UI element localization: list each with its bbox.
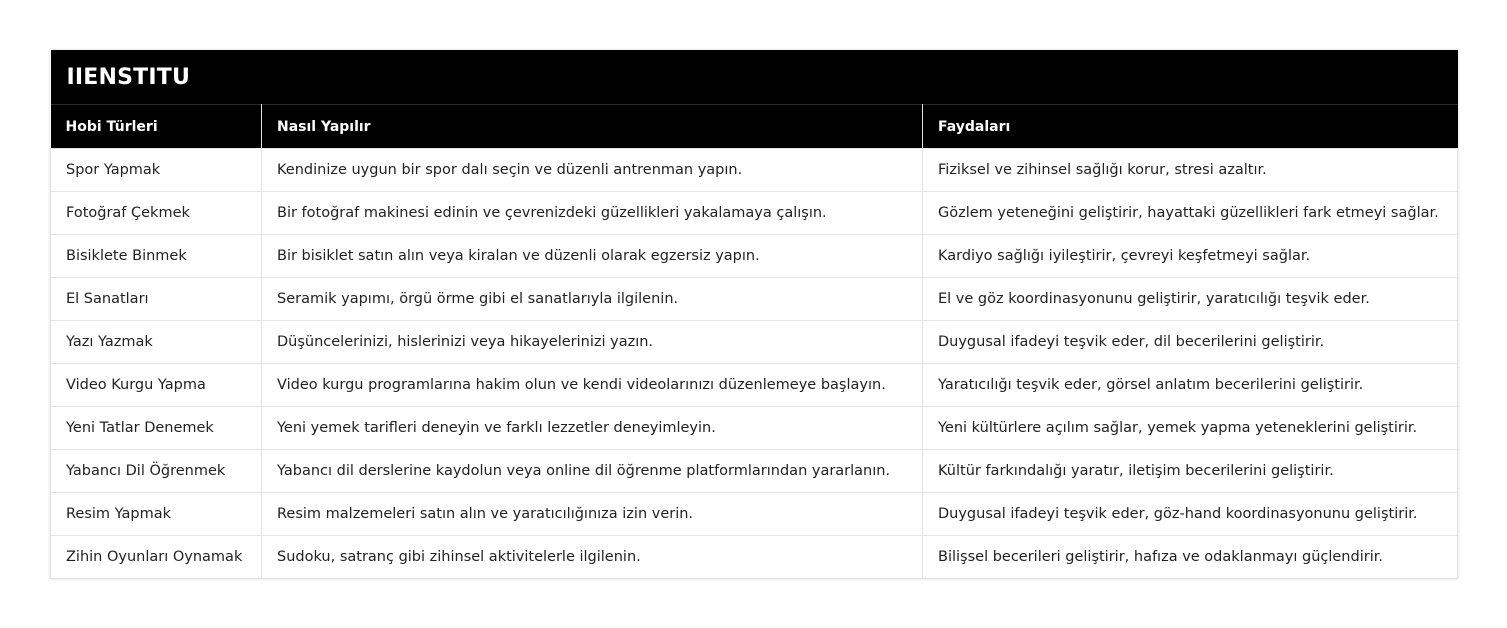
- cell-benefits: Duygusal ifadeyi teşvik eder, dil becerilerini geliştirir.: [923, 321, 1458, 364]
- cell-benefits: Kardiyo sağlığı iyileştirir, çevreyi keşfetmeyi sağlar.: [923, 235, 1458, 278]
- cell-benefits: Bilişsel becerileri geliştirir, hafıza ve odaklanmayı güçlendirir.: [923, 536, 1458, 579]
- table-row: [51, 407, 1458, 450]
- cell-how-to: Resim malzemeleri satın alın ve yaratıcılığınıza izin verin.: [262, 493, 923, 536]
- cell-hobby-type: El Sanatları: [51, 278, 262, 321]
- cell-how-to: Video kurgu programlarına hakim olun ve kendi videolarınızı düzenlemeye başlayın.: [262, 364, 923, 407]
- table-row: [51, 278, 1458, 321]
- column-header-hobby-type: Hobi Türleri: [51, 105, 262, 149]
- column-header-how-to: Nasıl Yapılır: [262, 105, 923, 149]
- brand-title: IIENSTITU: [51, 50, 1458, 105]
- cell-how-to: Yeni yemek tarifleri deneyin ve farklı lezzetler deneyimleyin.: [262, 407, 923, 450]
- cell-how-to: Sudoku, satranç gibi zihinsel aktivitelerle ilgilenin.: [262, 536, 923, 579]
- hobby-table: [50, 50, 1458, 579]
- cell-benefits: Kültür farkındalığı yaratır, iletişim becerilerini geliştirir.: [923, 450, 1458, 493]
- cell-benefits: Gözlem yeteneğini geliştirir, hayattaki güzellikleri fark etmeyi sağlar.: [923, 192, 1458, 235]
- table-row: [51, 536, 1458, 579]
- table-row: [51, 493, 1458, 536]
- cell-benefits: El ve göz koordinasyonunu geliştirir, yaratıcılığı teşvik eder.: [923, 278, 1458, 321]
- cell-how-to: Bir fotoğraf makinesi edinin ve çevrenizdeki güzellikleri yakalamaya çalışın.: [262, 192, 923, 235]
- cell-hobby-type: Resim Yapmak: [51, 493, 262, 536]
- cell-how-to: Bir bisiklet satın alın veya kiralan ve düzenli olarak egzersiz yapın.: [262, 235, 923, 278]
- table-row: [51, 321, 1458, 364]
- cell-benefits: Yaratıcılığı teşvik eder, görsel anlatım becerilerini geliştirir.: [923, 364, 1458, 407]
- table-row: [51, 450, 1458, 493]
- cell-how-to: Seramik yapımı, örgü örme gibi el sanatlarıyla ilgilenin.: [262, 278, 923, 321]
- cell-hobby-type: Yeni Tatlar Denemek: [51, 407, 262, 450]
- table-row: [51, 364, 1458, 407]
- cell-hobby-type: Fotoğraf Çekmek: [51, 192, 262, 235]
- cell-benefits: Yeni kültürlere açılım sağlar, yemek yapma yeteneklerini geliştirir.: [923, 407, 1458, 450]
- cell-hobby-type: Spor Yapmak: [51, 149, 262, 192]
- cell-benefits: Duygusal ifadeyi teşvik eder, göz-hand koordinasyonunu geliştirir.: [923, 493, 1458, 536]
- cell-hobby-type: Zihin Oyunları Oynamak: [51, 536, 262, 579]
- table-row: [51, 149, 1458, 192]
- cell-hobby-type: Bisiklete Binmek: [51, 235, 262, 278]
- table-row: [51, 235, 1458, 278]
- cell-how-to: Yabancı dil derslerine kaydolun veya online dil öğrenme platformlarından yararlanın.: [262, 450, 923, 493]
- cell-hobby-type: Video Kurgu Yapma: [51, 364, 262, 407]
- cell-how-to: Düşüncelerinizi, hislerinizi veya hikayelerinizi yazın.: [262, 321, 923, 364]
- column-header-benefits: Faydaları: [923, 105, 1458, 149]
- cell-hobby-type: Yazı Yazmak: [51, 321, 262, 364]
- cell-benefits: Fiziksel ve zihinsel sağlığı korur, stresi azaltır.: [923, 149, 1458, 192]
- table-row: [51, 192, 1458, 235]
- cell-hobby-type: Yabancı Dil Öğrenmek: [51, 450, 262, 493]
- header-row: [51, 105, 1458, 149]
- table-container: [50, 50, 1457, 579]
- cell-how-to: Kendinize uygun bir spor dalı seçin ve düzenli antrenman yapın.: [262, 149, 923, 192]
- brand-row: [51, 50, 1458, 105]
